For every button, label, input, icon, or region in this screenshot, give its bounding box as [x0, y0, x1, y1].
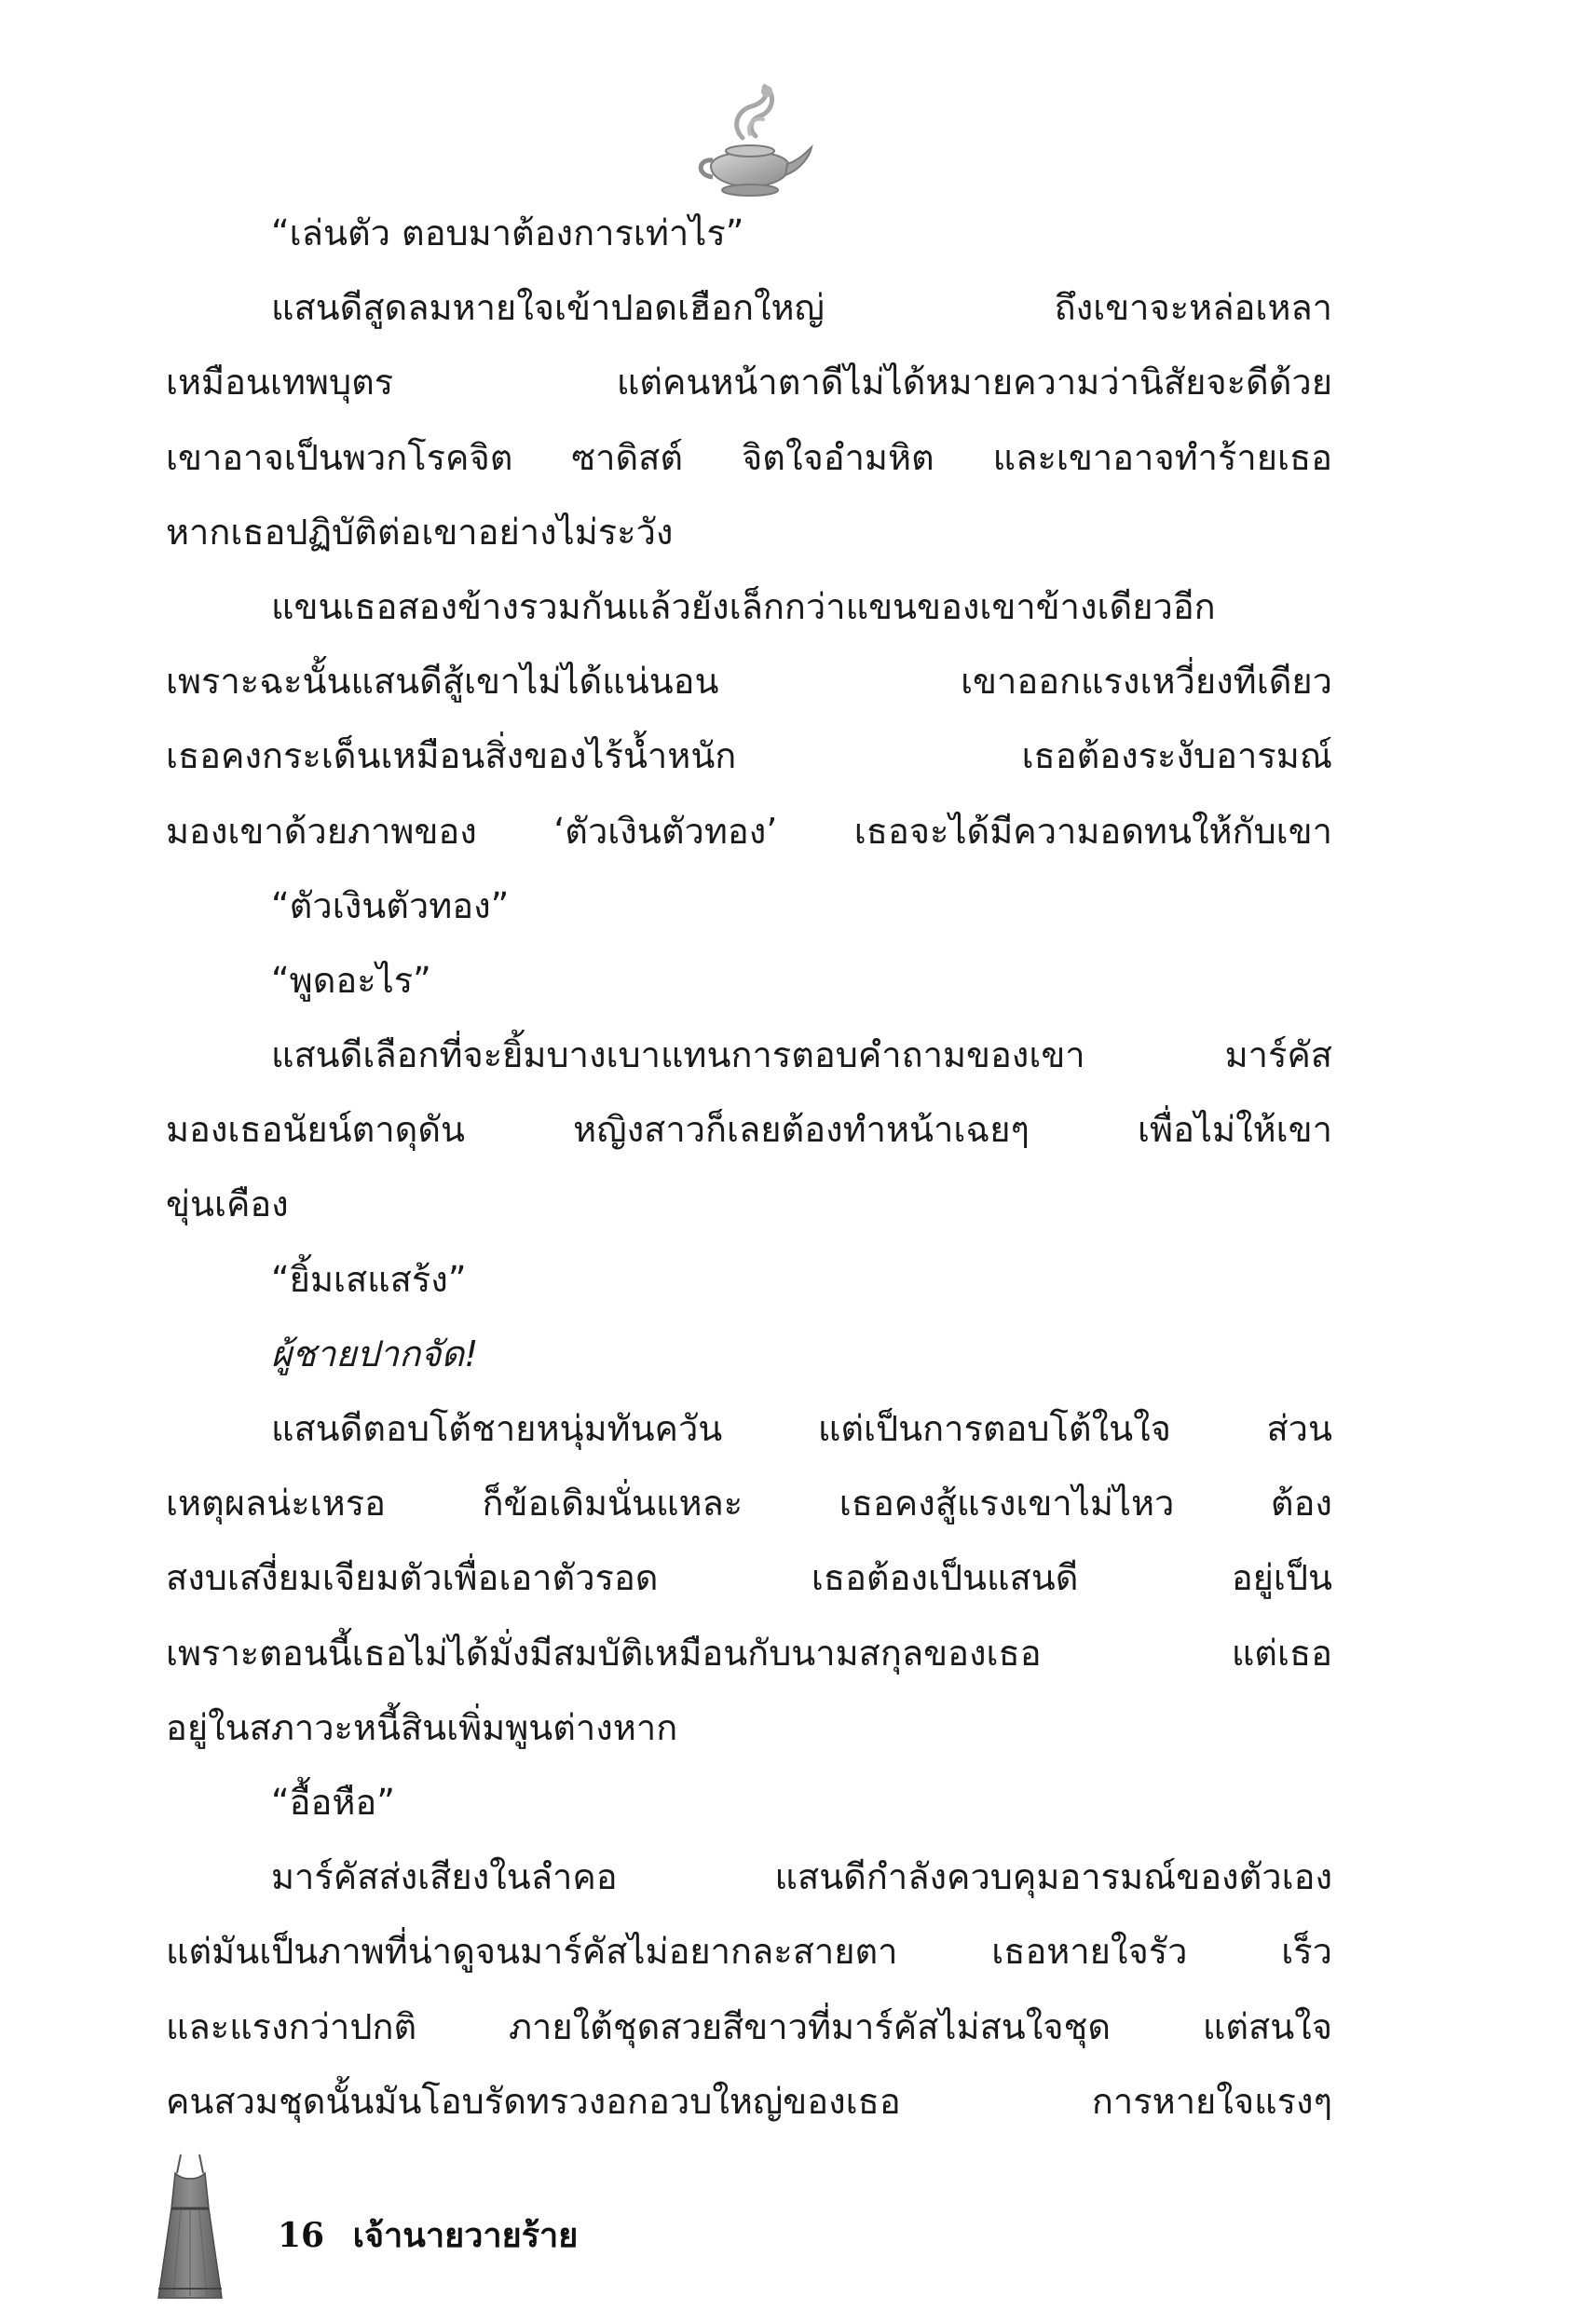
- text-line: มองเขาด้วยภาพของ ‘ตัวเงินตัวทอง’ เธอจะได้มีความอดทนให้กับเขา: [166, 810, 1332, 852]
- text-line: “พูดอะไร”: [271, 959, 431, 1001]
- text-line: แสนดีตอบโต้ชายหนุ่มทันควัน แต่เป็นการตอบโต้ในใจ ส่วน: [271, 1408, 1332, 1449]
- text-line: “อื้อหือ”: [271, 1781, 395, 1823]
- text-line: อยู่ในสภาวะหนี้สินเพิ่มพูนต่างหาก: [166, 1706, 678, 1748]
- teapot-lamp-ornament-icon: [685, 82, 815, 203]
- text-line: เหมือนเทพบุตร แต่คนหน้าตาดีไม่ได้หมายความว่านิสัยจะดีด้วย: [166, 362, 1332, 403]
- page-number: 16: [278, 2216, 325, 2255]
- text-line: เพราะฉะนั้นแสนดีสู้เขาไม่ได้แน่นอน เขาออกแรงเหวี่ยงทีเดียว: [166, 661, 1332, 703]
- text-line: แขนเธอสองข้างรวมกันแล้วยังเล็กกว่าแขนของเขาข้างเดียวอีก: [271, 585, 1216, 627]
- text-line: แสนดีเลือกที่จะยิ้มบางเบาแทนการตอบคำถามของเขา มาร์คัส: [271, 1034, 1332, 1076]
- text-line: และแรงกว่าปกติ ภายใต้ชุดสวยสีขาวที่มาร์คัสไม่สนใจชุด แต่สนใจ: [166, 2005, 1332, 2047]
- text-line: สงบเสงี่ยมเจียมตัวเพื่อเอาตัวรอด เธอต้องเป็นแสนดี อยู่เป็น: [166, 1557, 1332, 1599]
- text-line: คนสวมชุดนั้นมันโอบรัดทรวงอกอวบใหญ่ของเธอ การหายใจแรงๆ: [166, 2080, 1332, 2122]
- text-line: หากเธอปฏิบัติต่อเขาอย่างไม่ระวัง: [166, 511, 674, 553]
- text-line: เหตุผลน่ะเหรอ ก็ข้อเดิมนั่นแหละ เธอคงสู้แรงเขาไม่ไหว ต้อง: [166, 1483, 1332, 1525]
- text-line: เพราะตอนนี้เธอไม่ได้มั่งมีสมบัติเหมือนกับนามสกุลของเธอ แต่เธอ: [166, 1632, 1332, 1674]
- text-line: ผู้ชายปากจัด!: [271, 1333, 479, 1374]
- text-line: “เล่นตัว ตอบมาต้องการเท่าไร”: [271, 212, 744, 253]
- text-line: มาร์คัสส่งเสียงในลำคอ แสนดีกำลังควบคุมอารมณ์ของตัวเอง: [271, 1856, 1332, 1898]
- text-line: แต่มันเป็นภาพที่น่าดูจนมาร์คัสไม่อยากละสายตา เธอหายใจรัว เร็ว: [166, 1931, 1332, 1973]
- text-line: “ยิ้มเสแสร้ง”: [271, 1258, 467, 1300]
- text-line: เขาอาจเป็นพวกโรคจิต ซาดิสต์ จิตใจอำมหิต และเขาอาจทำร้ายเธอ: [166, 436, 1332, 478]
- text-line: มองเธอนัยน์ตาดุดัน หญิงสาวก็เลยต้องทำหน้าเฉยๆ เพื่อไม่ให้เขา: [166, 1109, 1332, 1151]
- text-line: แสนดีสูดลมหายใจเข้าปอดเฮือกใหญ่ ถึงเขาจะหล่อเหลา: [271, 287, 1332, 329]
- text-line: เธอคงกระเด็นเหมือนสิ่งของไร้น้ำหนัก เธอต้องระงับอารมณ์: [166, 735, 1332, 777]
- text-line: “ตัวเงินตัวทอง”: [271, 884, 510, 926]
- text-line: ขุ่นเคือง: [166, 1183, 289, 1225]
- body-text: [166, 196, 1332, 2139]
- book-title: เจ้านายวายร้าย: [352, 2216, 579, 2255]
- dress-icon: [157, 2153, 224, 2302]
- page-footer: [278, 2212, 578, 2259]
